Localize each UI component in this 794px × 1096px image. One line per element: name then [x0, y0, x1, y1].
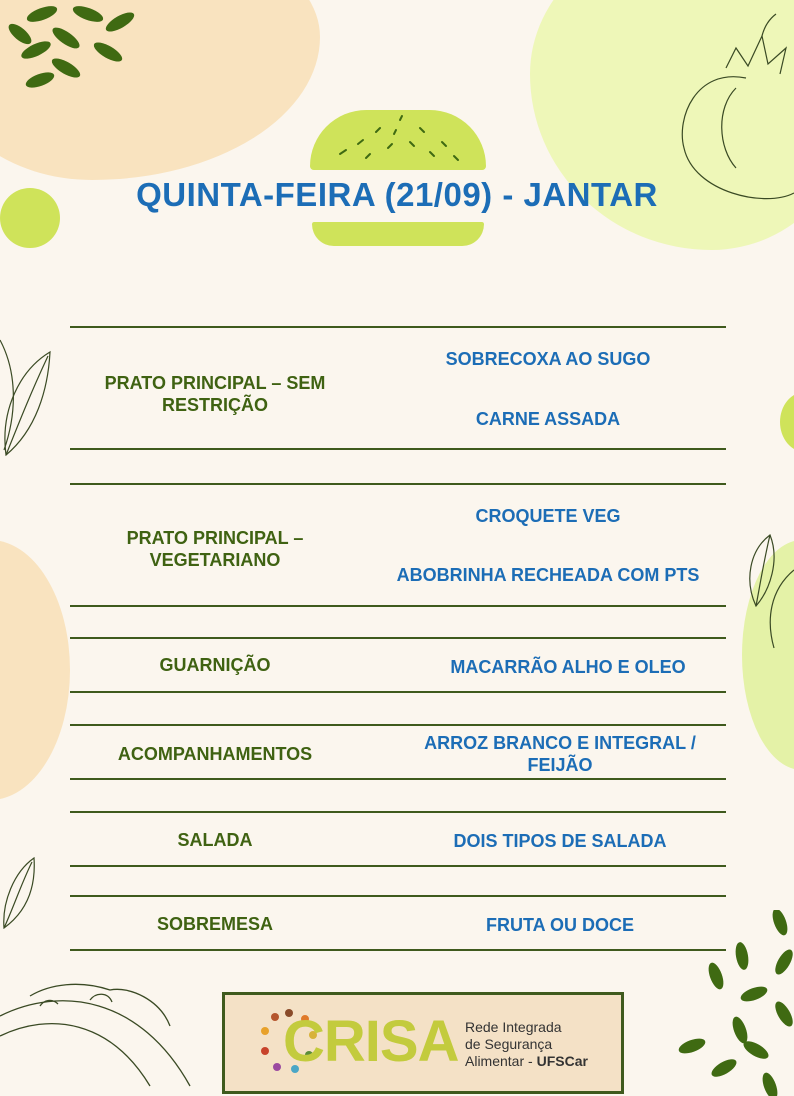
menu-item: FRUTA OU DOCE	[486, 915, 634, 935]
menu-row	[70, 483, 726, 607]
menu-item: CARNE ASSADA	[475, 409, 621, 429]
sesame-seeds-icon	[330, 114, 470, 164]
menu-category: PRATO PRINCIPAL – SEM RESTRIÇÃO	[104, 373, 326, 415]
menu-category: SOBREMESA	[156, 914, 273, 934]
logo-tagline	[465, 1019, 588, 1070]
menu-category: GUARNIÇÃO	[159, 655, 271, 675]
menu-row	[70, 326, 726, 450]
menu-item: ABOBRINHA RECHEADA COM PTS	[396, 565, 700, 585]
menu-item: ARROZ BRANCO E INTEGRAL / FEIJÃO	[424, 733, 696, 775]
burger-bun-bottom	[312, 222, 484, 246]
logo-line-2: de Segurança	[465, 1036, 553, 1052]
page-title: QUINTA-FEIRA (21/09) - JANTAR	[136, 176, 658, 213]
menu-row	[70, 637, 726, 693]
logo-line-1: Rede Integrada	[465, 1019, 562, 1035]
crisa-logo	[222, 992, 624, 1094]
logo-ufscar: UFSCar	[536, 1053, 588, 1069]
menu-row	[70, 895, 726, 951]
menu-row	[70, 724, 726, 780]
leaf-outline-right-icon	[740, 530, 794, 650]
decor-blob-mid-left	[0, 540, 70, 800]
menu-category: ACOMPANHAMENTOS	[117, 744, 313, 764]
menu-item: DOIS TIPOS DE SALADA	[453, 831, 667, 851]
menu-item: SOBRECOXA AO SUGO	[445, 349, 651, 369]
menu-category: SALADA	[177, 830, 253, 850]
logo-line-3-text: Alimentar -	[465, 1053, 537, 1069]
leaf-outline-left-icon	[0, 330, 56, 460]
logo-wordmark: CRISA	[283, 1009, 459, 1074]
taco-icon	[0, 976, 200, 1096]
menu-item: MACARRÃO ALHO E OLEO	[450, 657, 686, 677]
logo-line-3	[465, 1053, 588, 1070]
menu-row	[70, 811, 726, 867]
leaf-small-icon	[0, 852, 40, 932]
menu-item: CROQUETE VEG	[475, 506, 621, 526]
decor-dot-right	[780, 392, 794, 452]
menu-category: PRATO PRINCIPAL – VEGETARIANO	[126, 528, 304, 570]
leaf-pattern-icon	[0, 0, 150, 100]
